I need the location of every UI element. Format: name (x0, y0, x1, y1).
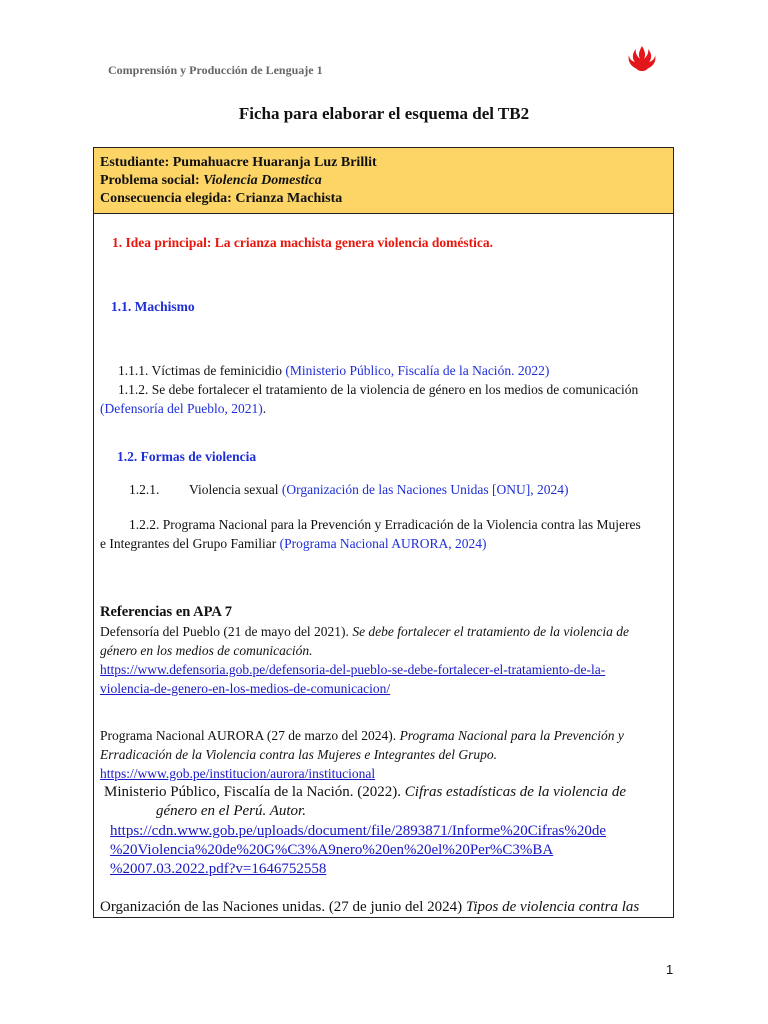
reference-2-line1 (100, 726, 624, 745)
reference-1-title-b: género en los medios de comunicación. (100, 643, 313, 658)
course-header: Comprensión y Producción de Lenguaje 1 (108, 63, 323, 77)
item-1-1-2: 1.1.2. Se debe fortalecer el tratamiento de la violencia de género en los medios de comunicación (118, 382, 639, 397)
student-label: Estudiante: (100, 155, 170, 170)
item-1-1-2-citation-line: (Defensoría del Pueblo, 2021). (100, 401, 267, 416)
page-number: 1 (666, 962, 674, 977)
reference-3-author: Ministerio Público, Fiscalía de la Nación. (2022). (104, 784, 405, 800)
reference-1-title-a: Se debe fortalecer el tratamiento de la violencia de (352, 624, 629, 639)
reference-1-link-b[interactable]: violencia-de-genero-en-los-medios-de-comunicacion/ (100, 681, 391, 696)
schema-table (93, 147, 674, 918)
reference-1-author: Defensoría del Pueblo (21 de mayo del 2021). (100, 624, 353, 639)
reference-3-title-a: Cifras estadísticas de la violencia de (404, 784, 627, 800)
consequence-value: Crianza Machista (235, 191, 343, 206)
problem-value: Violencia Domestica (203, 173, 322, 188)
reference-2-link[interactable]: https://www.gob.pe/institucion/aurora/institucional (100, 766, 376, 781)
reference-3-link-c[interactable]: %2007.03.2022.pdf?v=1646752558 (110, 861, 327, 877)
reference-2-title-b: Erradicación de la Violencia contra las Mujeres e Integrantes del Grupo. (100, 747, 498, 762)
item-1-2-2-line1: 1.2.2. Programa Nacional para la Prevención y Erradicación de la Violencia contra las Mujeres (129, 517, 641, 532)
item-1-1-1-text: 1.1.1. Víctimas de feminicidio (118, 363, 286, 378)
problem-label: Problema social: (100, 173, 200, 188)
reference-2-line2 (100, 745, 497, 764)
student-line (100, 154, 673, 172)
student-name: Pumahuacre Huaranja Luz Brillit (172, 155, 377, 170)
reference-4-line1 (100, 897, 639, 917)
reference-2-author: Programa Nacional AURORA (27 de marzo del 2024). (100, 728, 400, 743)
student-info-box (94, 148, 673, 214)
university-logo (626, 44, 658, 76)
reference-4-title: Tipos de violencia contra las (465, 899, 640, 915)
item-1-2-1-number: 1.2.1. (129, 482, 160, 497)
reference-1-link-a[interactable]: https://www.defensoria.gob.pe/defensoria-del-pueblo-se-debe-fortalecer-el-tratamiento-de-la- (100, 662, 606, 677)
item-1-2-1-text: Violencia sexual (189, 482, 282, 497)
item-1-2-2-citation: (Programa Nacional AURORA, 2024) (279, 536, 487, 551)
item-1-1-2-citation: (Defensoría del Pueblo, 2021) (100, 401, 263, 416)
section-1-2-heading: 1.2. Formas de violencia (117, 449, 257, 464)
item-1-1-1-citation: (Ministerio Público, Fiscalía de la Nación. 2022) (285, 363, 550, 378)
reference-1-line2 (100, 641, 312, 660)
page-title: Ficha para elaborar el esquema del TB2 (238, 104, 530, 123)
item-1-2-2-text: e Integrantes del Grupo Familiar (100, 536, 280, 551)
main-idea: 1. Idea principal: La crianza machista genera violencia doméstica. (112, 235, 493, 250)
reference-4-author: Organización de las Naciones unidas. (27 de junio del 2024) (100, 899, 466, 915)
problem-line (100, 172, 673, 190)
reference-3-title-b: género en el Perú. Autor. (156, 803, 306, 819)
reference-3-link-b[interactable]: %20Violencia%20de%20G%C3%A9nero%20en%20el%20Per%C3%BA (110, 842, 554, 858)
reference-3-line2 (156, 801, 306, 821)
item-1-2-1 (189, 480, 568, 499)
consequence-label: Consecuencia elegida: (100, 191, 232, 206)
item-1-1-1 (118, 361, 549, 380)
reference-3-link-a[interactable]: https://cdn.www.gob.pe/uploads/document/file/2893871/Informe%20Cifras%20de (110, 823, 607, 839)
reference-1-line1 (100, 622, 629, 641)
references-heading: Referencias en APA 7 (100, 604, 232, 620)
section-1-1-heading: 1.1. Machismo (111, 299, 195, 314)
reference-2-title-a: Programa Nacional para la Prevención y (399, 728, 624, 743)
item-1-2-1-citation: (Organización de las Naciones Unidas [ONU], 2024) (281, 482, 569, 497)
item-1-2-2-line2 (100, 534, 487, 553)
reference-3-line1 (104, 782, 626, 802)
consequence-line (100, 190, 673, 208)
